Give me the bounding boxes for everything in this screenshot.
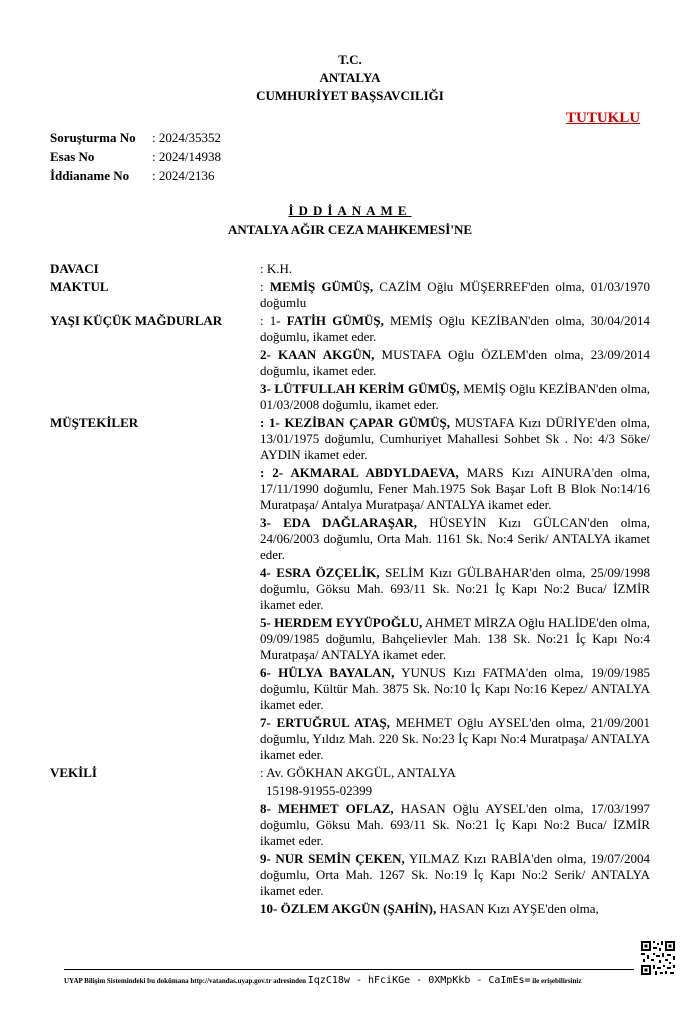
parties-section [50, 261, 650, 919]
qr-code-icon [640, 940, 676, 976]
attorney-label: VEKİLİ [50, 765, 97, 780]
victim-entry: 2- KAAN AKGÜN, MUSTAFA Oğlu ÖZLEM'den olma, 23/09/2014 doğumlu, ikamet eder. [260, 347, 650, 378]
meta-label: Esas No [50, 149, 95, 164]
meta-row [50, 166, 221, 185]
status-badge: TUTUKLU [566, 110, 641, 126]
minor-victims-label: YAŞI KÜÇÜK MAĞDURLAR [50, 313, 223, 328]
header-tc: T.C. [338, 52, 362, 67]
deceased-label: MAKTUL [50, 279, 109, 294]
plaintiff-label: DAVACI [50, 261, 99, 276]
attorney-row [50, 765, 650, 919]
plaintiff-row [50, 261, 650, 279]
complainant-entry: 8- MEHMET OFLAZ, HASAN Oğlu AYSEL'den olma, 17/03/1997 doğumlu, Göksu Mah. 693/11 Sk. No:21 İç Kapı No:2 Buca/ İZMİR ikamet eder. [260, 801, 650, 848]
complainant-entry: : 1- KEZİBAN ÇAPAR GÜMÜŞ, MUSTAFA Kızı DÜRİYE'den olma, 13/01/1975 doğumlu, Cumhuriyet Mahallesi Sohbet Sk . No: 4/3 Söke/ AYDIN ikamet eder. [260, 415, 650, 462]
header-city: ANTALYA [319, 70, 381, 85]
complainant-entry: : 2- AKMARAL ABDYLDAEVA, MARS Kızı AINURA'den olma, 17/11/1990 doğumlu, Fener Mah.1975 Sok Başar Loft B Blok No:14/16 Muratpaşa/ Antalya Muratpaşa/ ANTALYA ikamet eder. [260, 465, 650, 512]
document-title [0, 203, 700, 219]
complainants-row [50, 415, 650, 765]
footer-text: UYAP Bilişim Sistemindeki bu dokümana http://vatandas.uyap.gov.tr adresinden IqzC18w - hFciKGe - 0XMpKkb - CaImEs= ile erişebilirsiniz [64, 975, 582, 986]
verification-code[interactable]: IqzC18w - hFciKGe - 0XMpKkb - CaImEs= [307, 975, 531, 986]
complainant-entry: 3- EDA DAĞLARAŞAR, HÜSEYİN Kızı GÜLCAN'den olma, 24/06/2003 doğumlu, Orta Mah. 1161 Sk. No:4 Serik/ ANTALYA ikamet eder. [260, 515, 650, 562]
complainant-entry: 6- HÜLYA BAYALAN, YUNUS Kızı FATMA'den olma, 19/09/1985 doğumlu, Kültür Mah. 3875 Sk. No:10 İç Kapı No:16 Kepez/ ANTALYA ikamet eder. [260, 665, 650, 712]
deceased-entry: : MEMİŞ GÜMÜŞ, CAZİM Oğlu MÜŞERREF'den olma, 01/03/1970 doğumlu [260, 279, 650, 310]
complainant-entry: 9- NUR SEMİN ÇEKEN, YILMAZ Kızı RABİA'den olma, 19/07/2004 doğumlu, Orta Mah. 1267 Sk. No:19 İç Kapı No:2 Serik/ ANTALYA ikamet eder. [260, 851, 650, 898]
meta-value: : 2024/14938 [152, 149, 221, 164]
meta-value: : 2024/35352 [152, 130, 221, 145]
attorney-id: 15198-91955-02399 [266, 783, 373, 798]
meta-value: : 2024/2136 [152, 168, 215, 183]
minor-victims-row [50, 313, 650, 415]
case-numbers [50, 128, 221, 185]
meta-row [50, 147, 221, 166]
victim-entry: 3- LÜTFULLAH KERİM GÜMÜŞ, MEMİŞ Oğlu KEZİBAN'den olma, 01/03/2008 doğumlu, ikamet eder. [260, 381, 650, 412]
attorney-name: : Av. GÖKHAN AKGÜL, ANTALYA [260, 765, 456, 780]
meta-row [50, 128, 221, 147]
meta-label: İddianame No [50, 168, 130, 183]
complainant-entry: 10- ÖZLEM AKGÜN (ŞAHİN), HASAN Kızı AYŞE'den olma, [260, 901, 599, 916]
plaintiff-value: : K.H. [260, 261, 293, 276]
deceased-row [50, 279, 650, 313]
complainant-entry: 5- HERDEM EYYÜPOĞLU, AHMET MİRZA Oğlu HALİDE'den olma, 09/09/1985 doğumlu, Bahçelievler Mah. 138 Sk. No:21 İç Kapı No:4 Muratpaşa/ ANTALYA ikamet eder. [260, 615, 650, 662]
uyap-footer [64, 969, 634, 986]
complainants-label: MÜŞTEKİLER [50, 415, 139, 430]
document-title-text: İDDİANAME [288, 203, 412, 218]
court-name: ANTALYA AĞIR CEZA MAHKEMESİ'NE [227, 222, 473, 237]
complainant-entry: 7- ERTUĞRUL ATAŞ, MEHMET Oğlu AYSEL'den olma, 21/09/2001 doğumlu, Yıldız Mah. 220 Sk. No:23 İç Kapı No:4 Muratpaşa/ ANTALYA ikamet eder. [260, 715, 650, 762]
victim-entry: : 1- FATİH GÜMÜŞ, MEMİŞ Oğlu KEZİBAN'den olma, 30/04/2014 doğumlu, ikamet eder. [260, 313, 650, 344]
header-office: CUMHURİYET BAŞSAVCILIĞI [256, 88, 444, 103]
meta-label: Soruşturma No [50, 130, 136, 145]
complainant-entry: 4- ESRA ÖZÇELİK, SELİM Kızı GÜLBAHAR'den olma, 25/09/1998 doğumlu, Göksu Mah. 693/11 Sk. No:21 İç Kapı No:2 Buca/ İZMİR ikamet eder. [260, 565, 650, 612]
